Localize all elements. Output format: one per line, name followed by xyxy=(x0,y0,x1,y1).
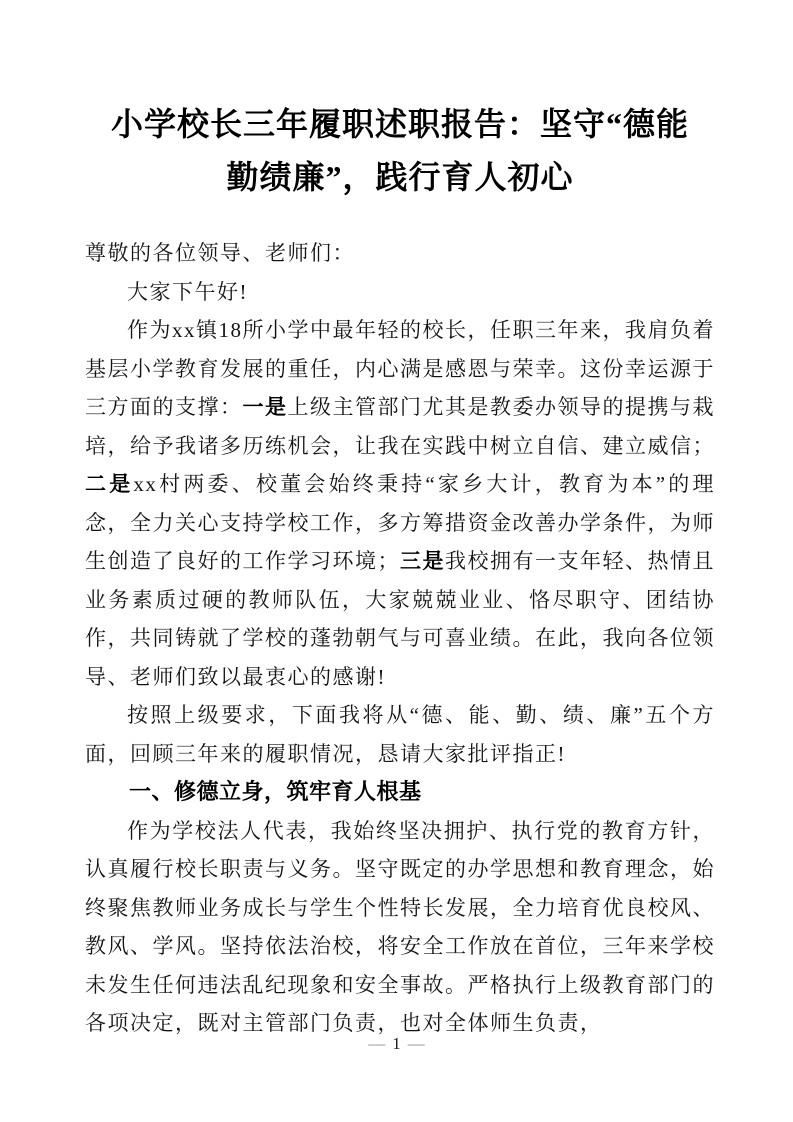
page-footer xyxy=(0,1034,793,1054)
title-line-1: 小学校长三年履职述职报告：坚守“德能 xyxy=(110,106,689,142)
section-1-paragraph: 作为学校法人代表，我始终坚决拥护、执行党的教育方针，认真履行校长职责与义务。坚守既定的办学思想和教育理念，始终聚焦教师业务成长与学生个性特长发展，全力培育优良校风、教风、学风。坚持依法治校，将安全工作放在首位，三年来学校未发生任何违法乱纪现象和安全事故。严格执行上级教育部门的各项决定，既对主管部门负责，也对全体师生负责， xyxy=(85,818,715,1035)
intro-run-3: 上级主管部门尤其是教委办领导的提携与栽培，给予我诸多历练机会，让我在实践中树立自信、建立威信； xyxy=(85,395,715,458)
salutation-line: 尊敬的各位领导、老师们： xyxy=(85,241,355,265)
footer-dash-right: — xyxy=(407,1034,425,1053)
page-number: 1 xyxy=(392,1034,401,1053)
outline-paragraph: 按照上级要求，下面我将从“德、能、勤、绩、廉”五个方面，回顾三年来的履职情况，恳请大家批评指正! xyxy=(85,703,715,766)
intro-run-4-emphasis: 二是 xyxy=(85,472,134,496)
intro-run-5: xx村两委、校董会始终秉持“家乡大计，教育为本”的理念，全力关心支持学校工作，多方筹措资金改善办学条件，为师生创造了良好的工作学习环境； xyxy=(85,472,716,573)
document-title xyxy=(85,98,715,204)
intro-paragraph xyxy=(85,311,715,696)
intro-run-6-emphasis: 三是 xyxy=(400,549,445,573)
greeting-line: 大家下午好! xyxy=(127,279,248,304)
document-body xyxy=(85,98,715,1043)
footer-dash-left: — xyxy=(368,1034,386,1053)
intro-run-1: 作为xx镇18所小学中最年轻的校长，任职三年来，我肩负着基层小学教育发展的重任，内心满是感恩与荣幸。这份幸运源于三方面的支撑： xyxy=(85,318,715,419)
title-line-2: 勤绩廉”，践行育人初心 xyxy=(226,159,574,195)
section-1-heading: 一、修德立身，筑牢育人根基 xyxy=(129,779,422,804)
intro-run-7: 我校拥有一支年轻、热情且业务素质过硬的教师队伍，大家兢兢业业、恪尽职守、团结协作，共同铸就了学校的蓬勃朝气与可喜业绩。在此，我向各位领导、老师们致以最衷心的感谢! xyxy=(85,549,715,689)
intro-run-2-emphasis: 一是 xyxy=(242,395,288,419)
